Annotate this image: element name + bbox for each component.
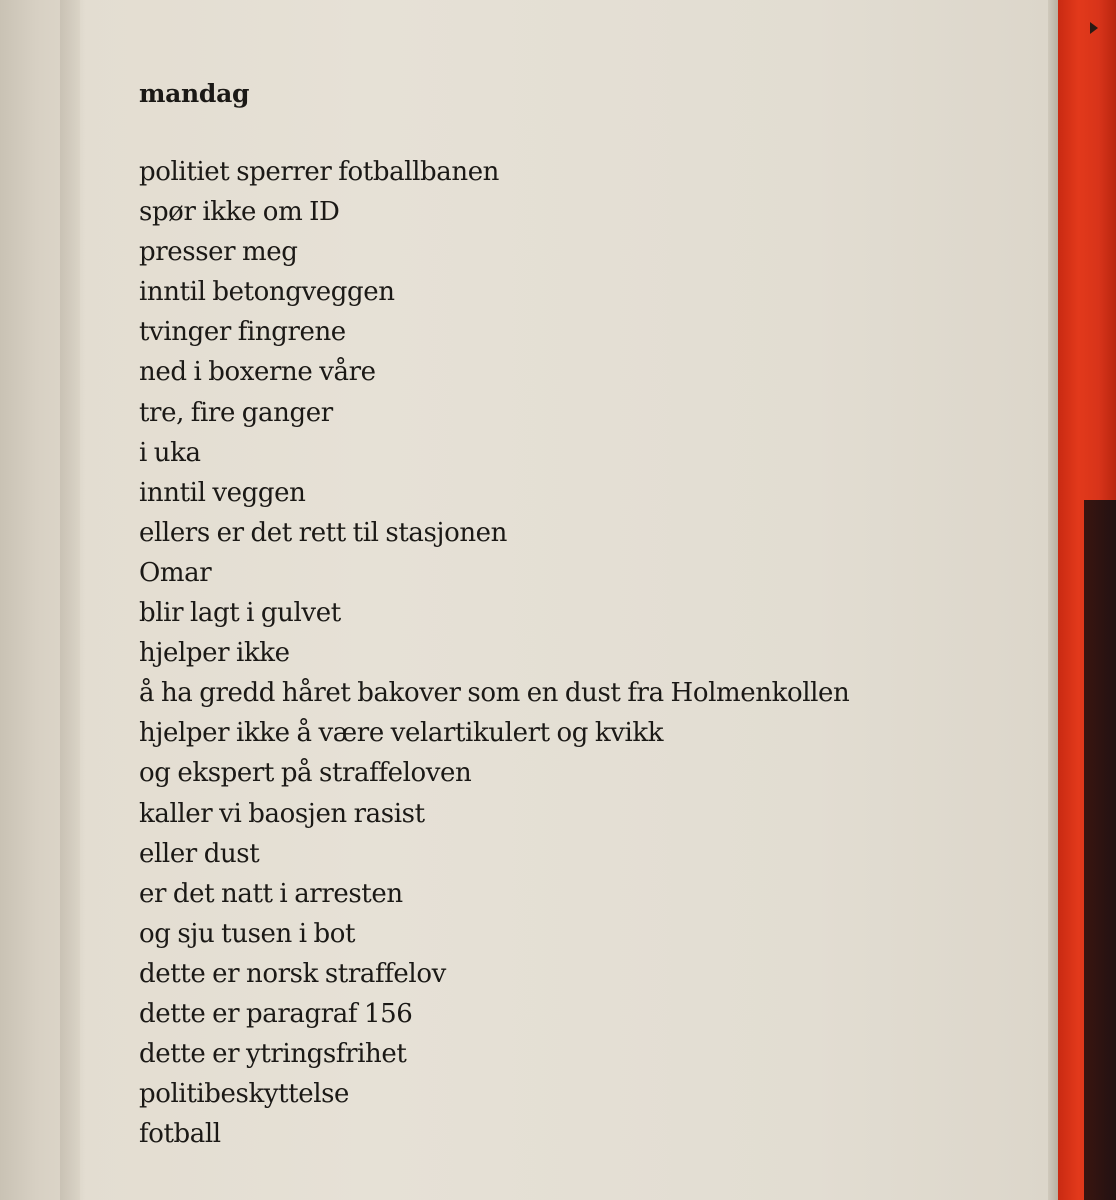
poem-line: hjelper ikke xyxy=(139,638,290,669)
poem-line: dette er paragraf 156 xyxy=(139,998,413,1029)
poem-line: presser meg xyxy=(139,237,298,268)
cover-dark-band xyxy=(1084,500,1116,1200)
cover-marker xyxy=(1090,22,1098,34)
poem-line: i uka xyxy=(139,437,201,468)
poem-line: tre, fire ganger xyxy=(139,397,333,428)
poem-line: Omar xyxy=(139,557,212,588)
poem-line: hjelper ikke å være velartikulert og kvikk xyxy=(139,718,664,749)
poem-line: ned i boxerne våre xyxy=(139,357,376,388)
gutter-shadow xyxy=(60,0,86,1200)
poem-line: fotball xyxy=(139,1119,221,1150)
poem-line: blir lagt i gulvet xyxy=(139,598,341,629)
poem-line: eller dust xyxy=(139,838,260,869)
poem-line: kaller vi baosjen rasist xyxy=(139,798,425,829)
poem-line: politiet sperrer fotballbanen xyxy=(139,157,500,187)
poem-line: politibeskyttelse xyxy=(139,1079,350,1110)
poem-line: ellers er det rett til stasjonen xyxy=(139,517,508,548)
poem-lines xyxy=(139,152,849,1154)
poem-line: inntil veggen xyxy=(139,477,306,508)
poem-line: og sju tusen i bot xyxy=(139,918,356,949)
poem-line: tvinger fingrene xyxy=(139,317,346,348)
poem-line: dette er norsk straffelov xyxy=(139,958,446,989)
poem xyxy=(139,72,849,1154)
poem-line: spør ikke om ID xyxy=(139,197,340,228)
poem-line: og ekspert på straffeloven xyxy=(139,758,472,789)
poem-title: mandag xyxy=(139,79,250,108)
poem-line: dette er ytringsfrihet xyxy=(139,1039,407,1070)
page-edge xyxy=(1048,0,1058,1200)
poem-line: inntil betongveggen xyxy=(139,277,395,308)
poem-line: er det natt i arresten xyxy=(139,878,403,909)
poem-line: å ha gredd håret bakover som en dust fra Holmenkollen xyxy=(139,678,850,709)
